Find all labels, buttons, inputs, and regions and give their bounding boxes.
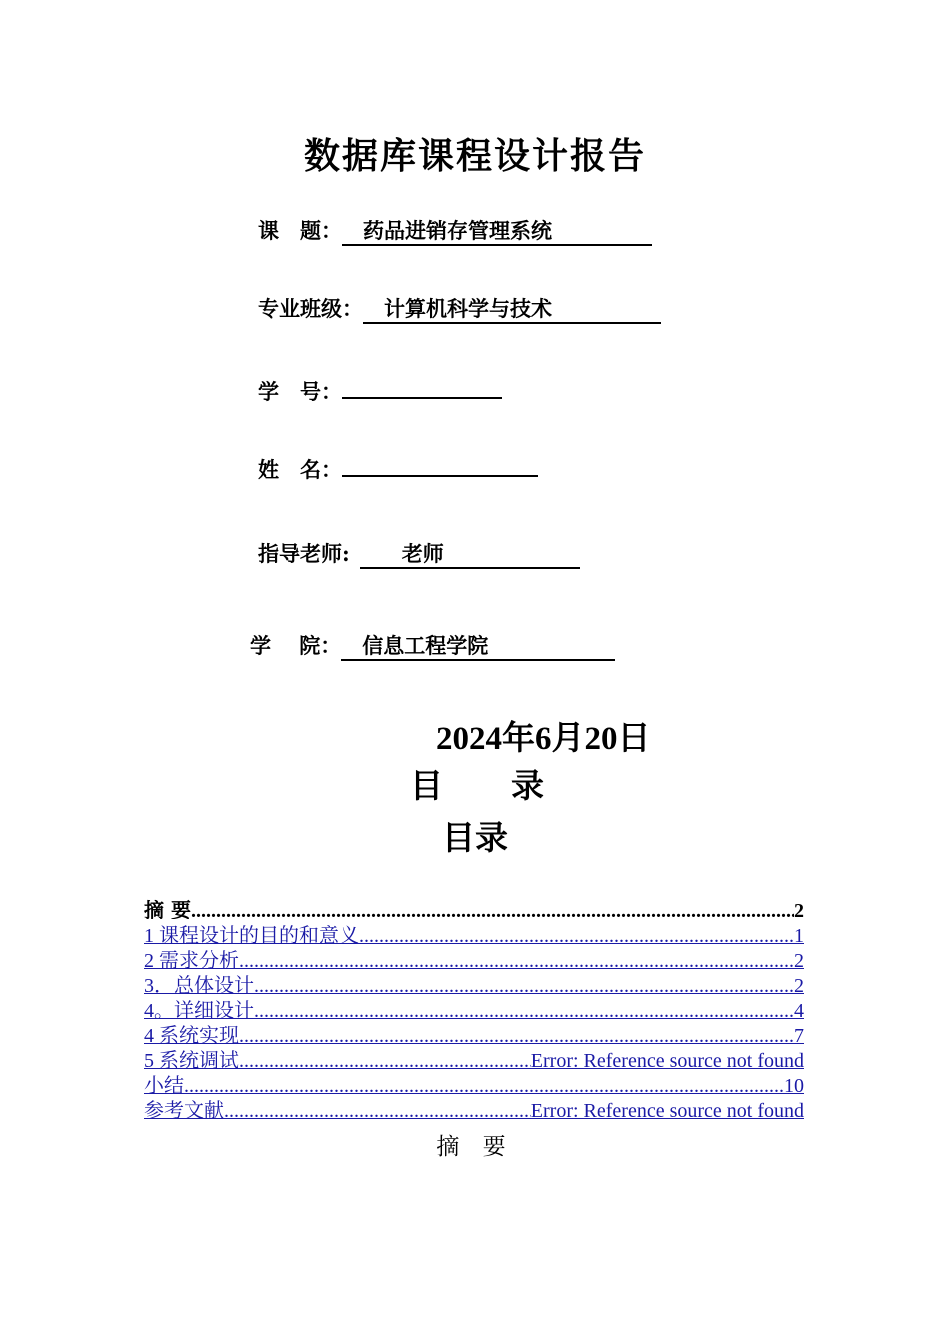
toc-heading-char-2: 录 [511, 766, 544, 805]
report-title: 数据库课程设计报告 [303, 135, 646, 177]
toc-entry-implementation[interactable] [144, 1019, 804, 1044]
field-topic [258, 215, 652, 246]
toc-entry-detail-design[interactable] [144, 994, 804, 1019]
name-value [342, 449, 538, 477]
toc-entry-page: 10 [784, 1075, 804, 1094]
report-date: 2024年6月20日 [436, 721, 651, 757]
major-value: 计算机科学与技术 [363, 296, 661, 324]
field-name [258, 449, 538, 484]
table-of-contents [144, 894, 804, 1119]
toc-entry-summary[interactable] [144, 1069, 804, 1094]
student-id-value [342, 371, 502, 399]
toc-entry-title: 摘 要 [144, 898, 191, 919]
advisor-label: 指导老师: [258, 541, 350, 566]
toc-entry-page: 7 [794, 1025, 804, 1044]
toc-entry-page: Error: Reference source not found [530, 1100, 804, 1119]
toc-heading: 目录 [442, 818, 508, 857]
toc-entry-title: 小结 [144, 1075, 184, 1094]
field-advisor [258, 538, 580, 569]
toc-heading-char-1: 目 [410, 766, 443, 805]
student-id-label: 学 号： [258, 379, 342, 404]
toc-entry-abstract[interactable] [144, 894, 804, 919]
toc-entry-purpose[interactable] [144, 919, 804, 944]
toc-entry-title: 5 系统调试 [144, 1050, 239, 1069]
toc-entry-page: 2 [794, 900, 804, 919]
field-student-id [258, 371, 502, 406]
toc-entry-requirements[interactable] [144, 944, 804, 969]
major-label: 专业班级： [258, 296, 363, 321]
advisor-value: 老师 [360, 541, 580, 569]
topic-value: 药品进销存管理系统 [342, 218, 652, 246]
toc-entry-page: 4 [794, 1000, 804, 1019]
toc-entry-references[interactable] [144, 1094, 804, 1119]
college-label: 学 院： [250, 633, 342, 658]
field-major [258, 293, 661, 324]
toc-entry-title: 3．总体设计 [144, 975, 254, 994]
toc-entry-overall-design[interactable] [144, 969, 804, 994]
toc-entry-title: 1 课程设计的目的和意义 [144, 925, 359, 944]
college-value: 信息工程学院 [341, 633, 615, 661]
toc-entry-title: 参考文献 [144, 1100, 224, 1119]
toc-entry-page: 2 [794, 950, 804, 969]
field-college [250, 630, 615, 661]
toc-entry-title: 2 需求分析 [144, 950, 239, 969]
toc-heading-spaced [410, 760, 544, 807]
toc-entry-page: 2 [794, 975, 804, 994]
toc-entry-title: 4。详细设计 [144, 1000, 254, 1019]
abstract-heading: 摘 要 [436, 1134, 514, 1160]
toc-entry-page: Error: Reference source not found [530, 1050, 804, 1069]
name-label: 姓 名： [258, 457, 342, 482]
topic-label: 课 题： [258, 218, 342, 243]
toc-entry-page: 1 [794, 925, 804, 944]
toc-entry-debugging[interactable] [144, 1044, 804, 1069]
toc-entry-title: 4 系统实现 [144, 1025, 239, 1044]
